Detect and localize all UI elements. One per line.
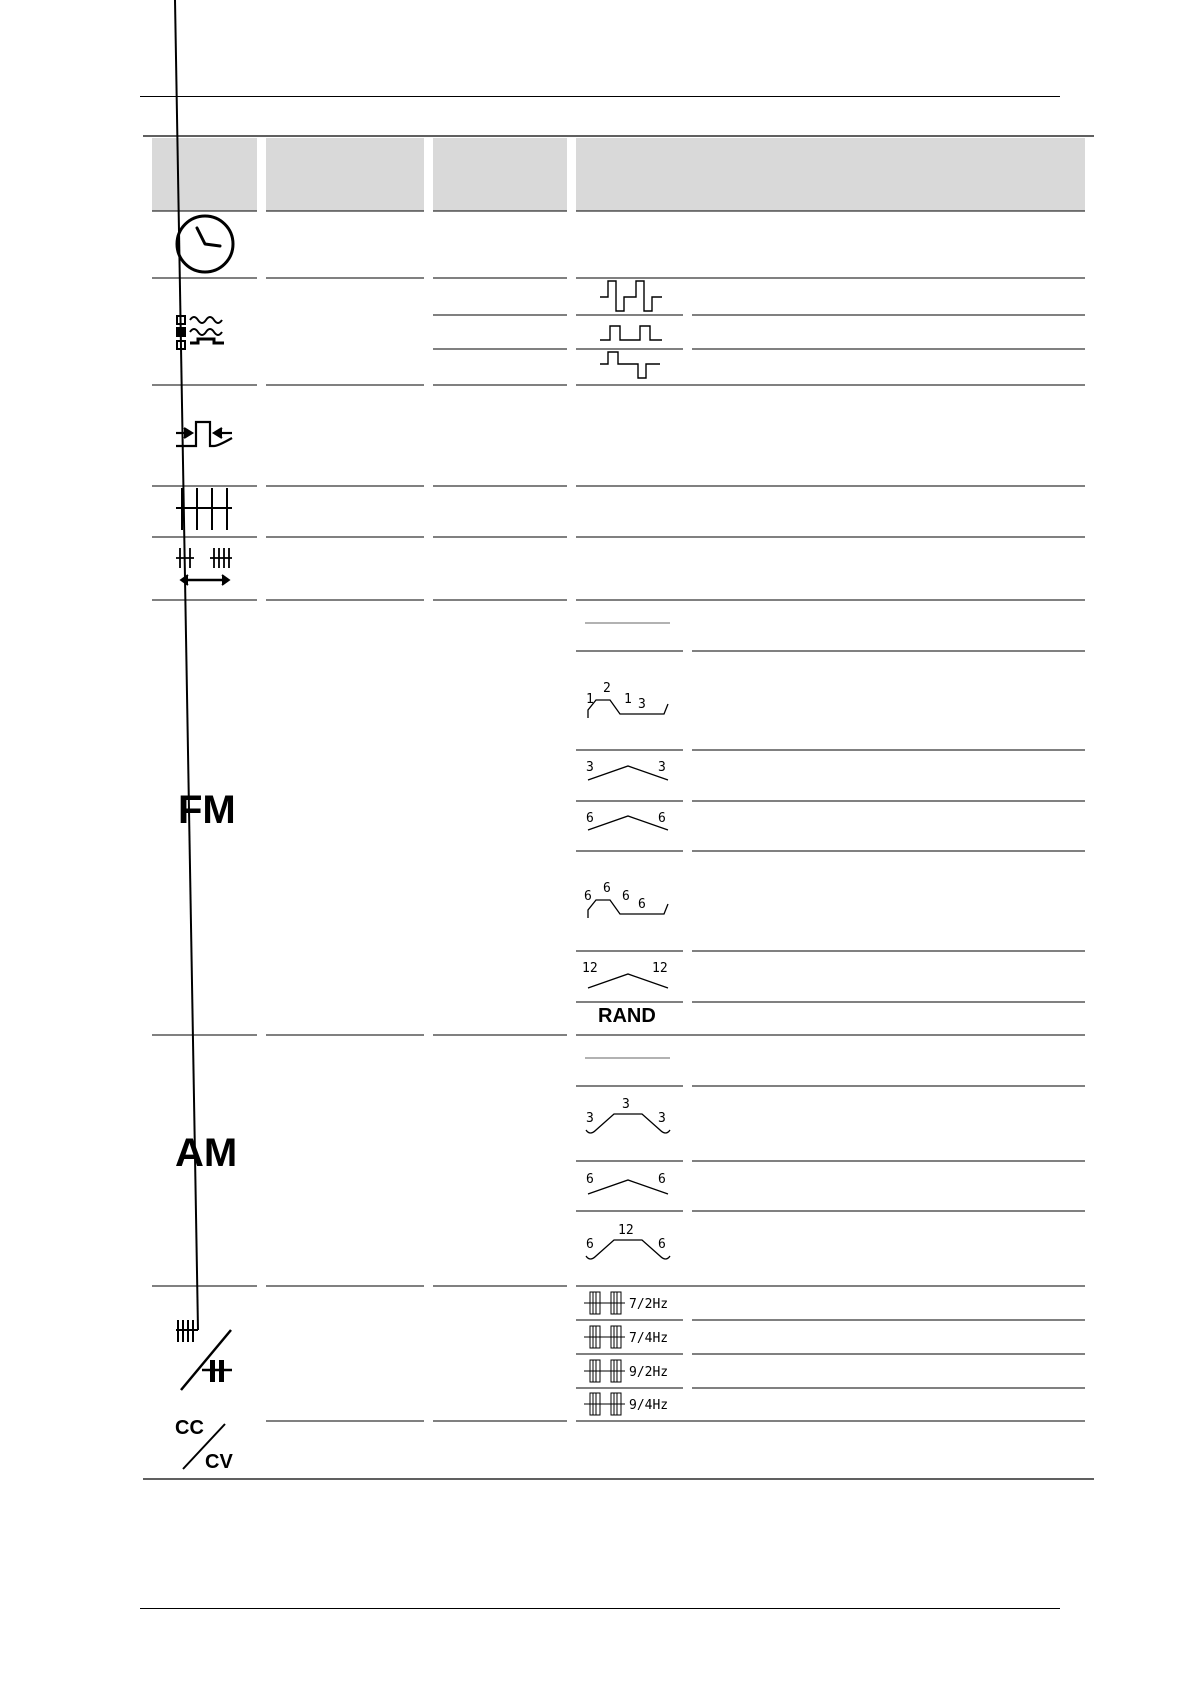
fm-r3-n1: 3 <box>586 760 594 775</box>
am-curve-2-icon <box>588 1180 668 1194</box>
burst-freq-4: 9/4Hz <box>629 1398 669 1413</box>
fm-curve-2-icon <box>588 766 668 780</box>
waveform-select-icon <box>177 316 224 349</box>
header-cell-1 <box>152 138 257 211</box>
am-label: AM <box>175 1131 238 1175</box>
clock-icon <box>177 216 233 272</box>
biphasic-waveform-icon <box>600 281 662 311</box>
fm-r4-n1: 6 <box>586 811 594 826</box>
am-r2-n1: 3 <box>586 1111 594 1126</box>
fm-r2-n3: 1 <box>624 692 632 707</box>
monophasic-neg-waveform-icon <box>600 352 660 378</box>
am-r4-n1: 6 <box>586 1237 594 1252</box>
am-r4-n3: 6 <box>658 1237 666 1252</box>
fm-r6-n1: 12 <box>582 961 598 976</box>
fm-r3-n2: 3 <box>658 760 666 775</box>
row-separators <box>143 278 1094 1479</box>
fm-curve-3-icon <box>588 816 668 830</box>
fm-r5-n4: 6 <box>638 897 646 912</box>
fm-r5-n1: 6 <box>584 889 592 904</box>
pulse-width-icon <box>176 422 232 446</box>
am-r3-n2: 6 <box>658 1172 666 1187</box>
burst-freq-2: 7/4Hz <box>629 1331 669 1346</box>
fm-r2-n2: 2 <box>603 681 611 696</box>
rand-label: RAND <box>598 1005 656 1027</box>
monophasic-pos-waveform-icon <box>600 326 662 340</box>
fm-r4-n2: 6 <box>658 811 666 826</box>
table-header <box>143 136 1094 211</box>
burst-freq-3: 9/2Hz <box>629 1365 669 1380</box>
header-cell-4 <box>576 138 1085 211</box>
fm-r5-n3: 6 <box>622 889 630 904</box>
fm-curve-5-icon <box>588 974 668 988</box>
am-r2-n3: 3 <box>658 1111 666 1126</box>
am-r4-n2: 12 <box>618 1223 634 1238</box>
fm-r5-n2: 6 <box>603 881 611 896</box>
fm-label: FM <box>178 788 236 832</box>
cv-label: CV <box>205 1451 233 1473</box>
fm-r2-n1: 1 <box>586 692 594 707</box>
header-cell-3 <box>433 138 567 211</box>
fm-r6-n2: 12 <box>652 961 668 976</box>
am-r2-n2: 3 <box>622 1097 630 1112</box>
fm-r2-n4: 3 <box>638 697 646 712</box>
header-cell-2 <box>266 138 424 211</box>
cc-label: CC <box>175 1417 204 1439</box>
burst-freq-1: 7/2Hz <box>629 1297 669 1312</box>
am-r3-n1: 6 <box>586 1172 594 1187</box>
